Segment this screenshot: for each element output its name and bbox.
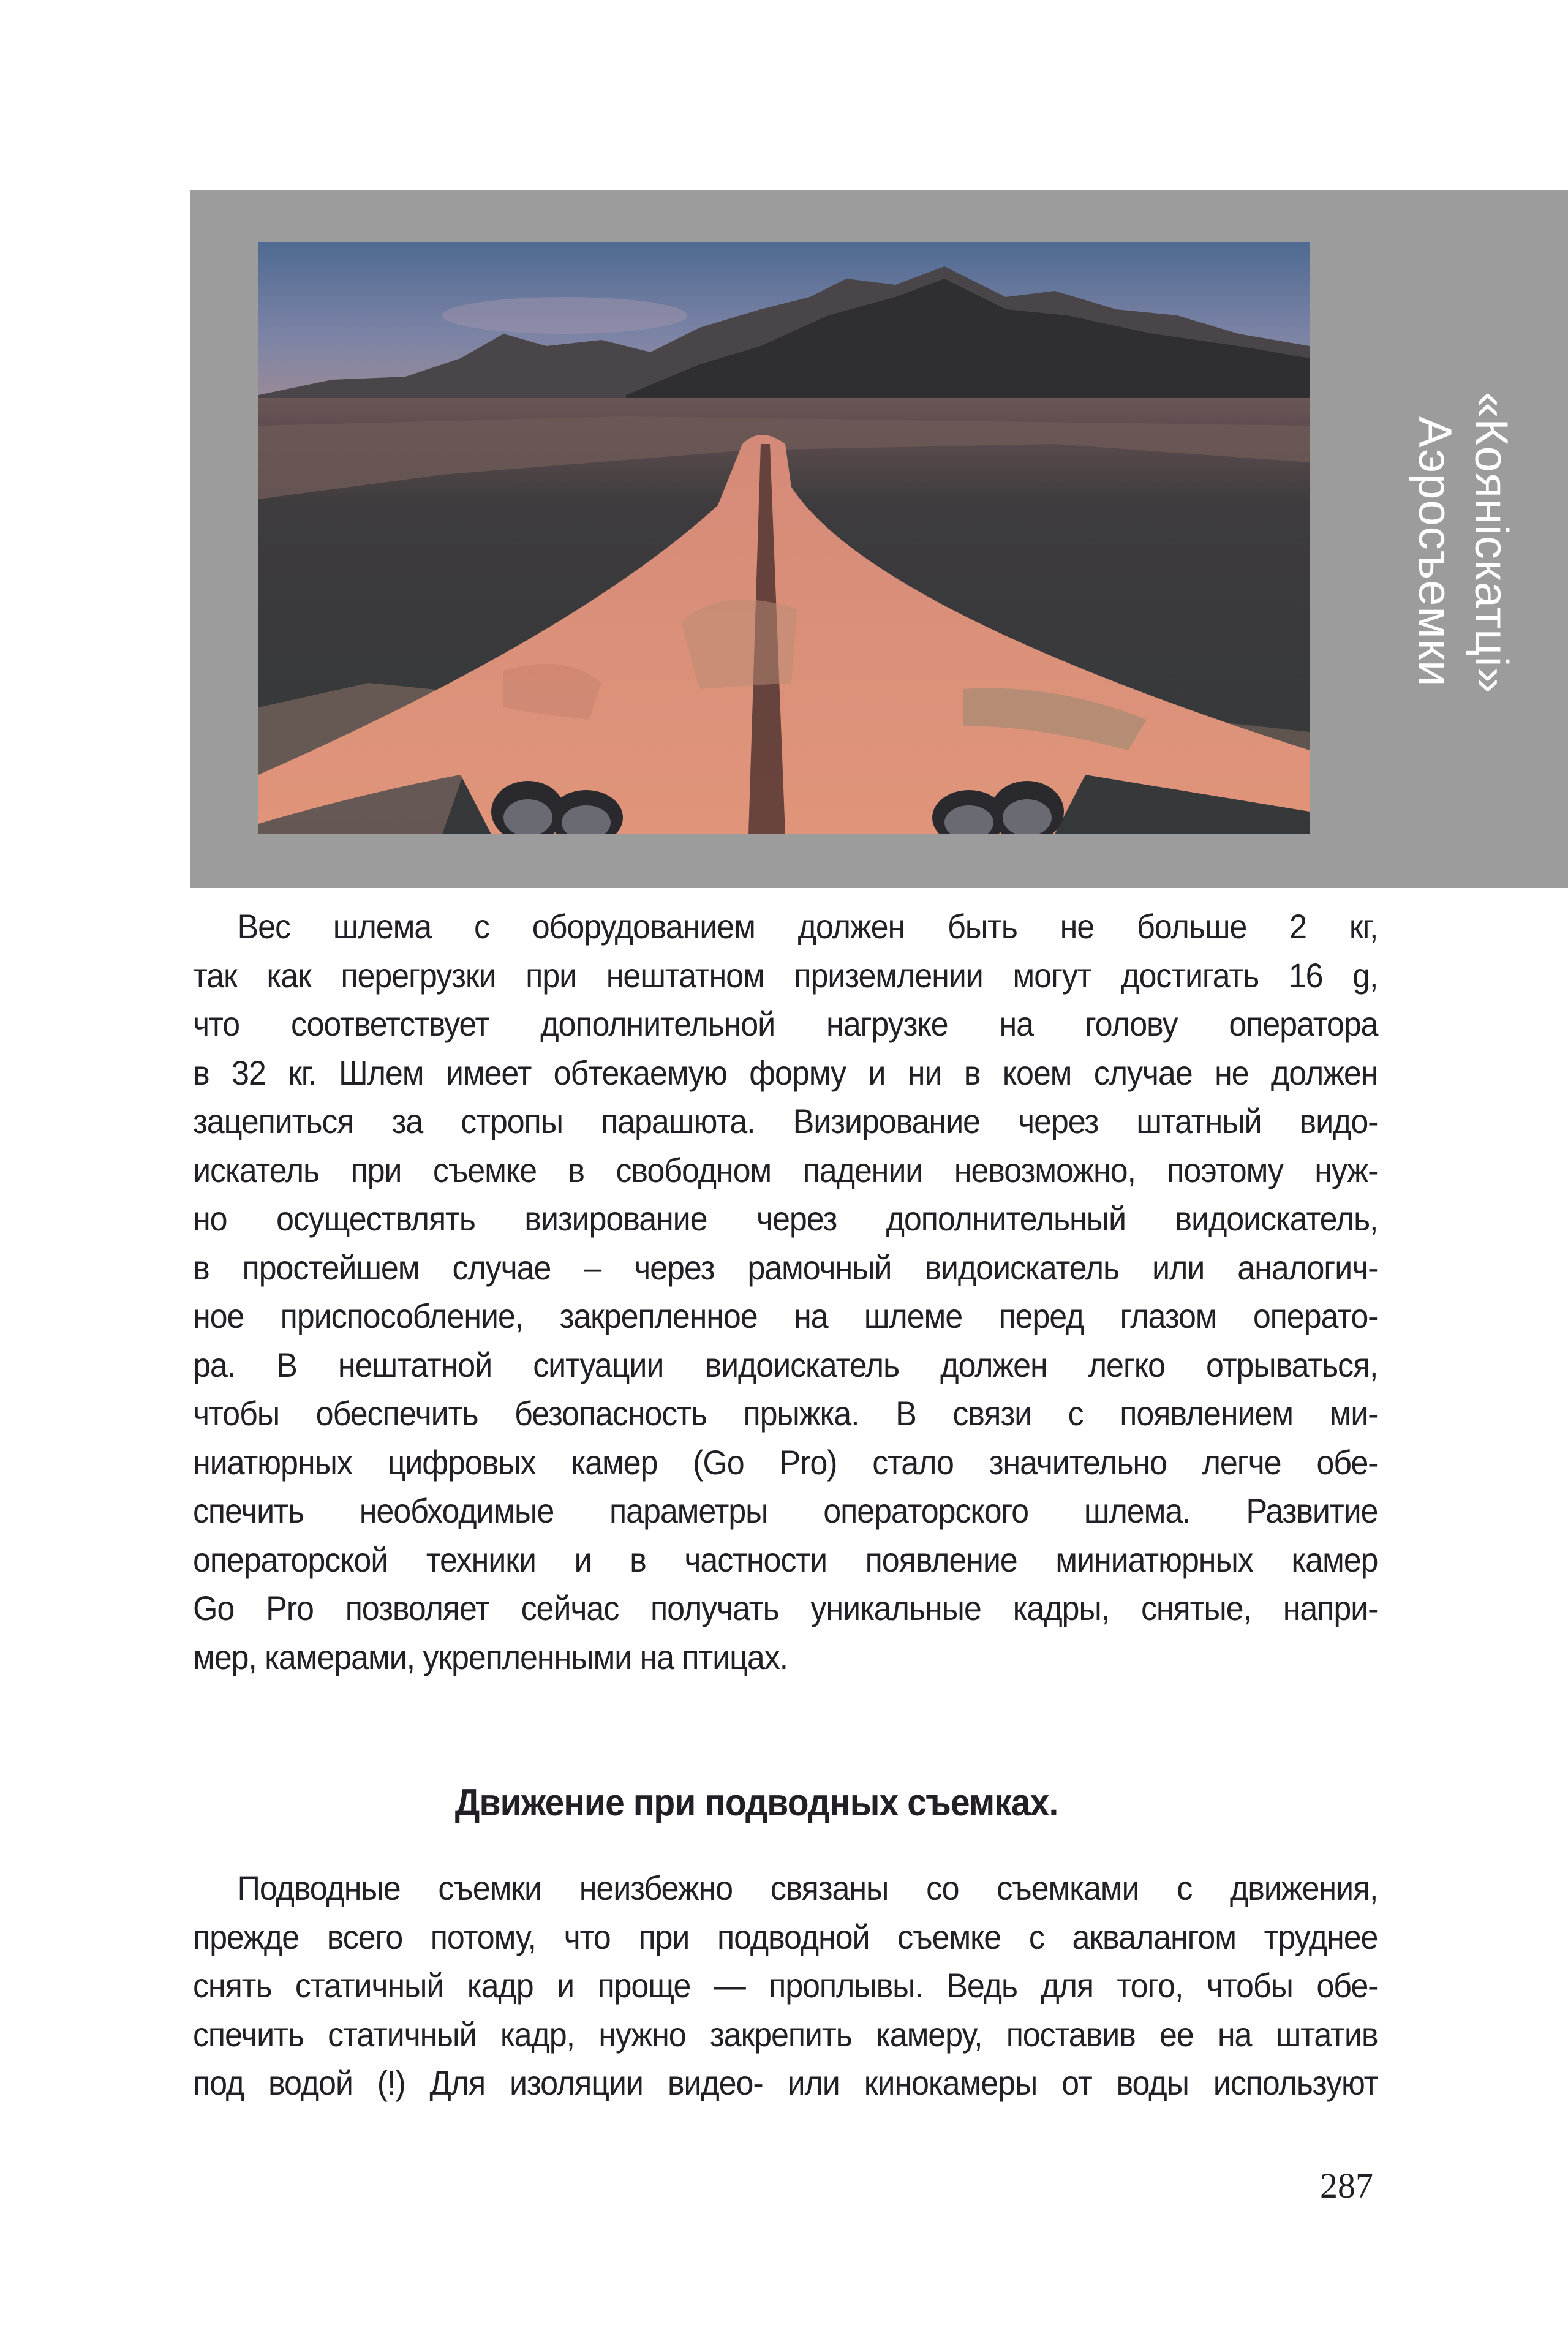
text-line: ра. В нештатной ситуации видоискатель должен легко отрываться, [193, 1345, 1378, 1384]
text-line: ное приспособление, закрепленное на шлеме перед глазом операто- [193, 1297, 1378, 1335]
text-line: искатель при съемке в свободном падении невозможно, поэтому нуж- [193, 1150, 1378, 1189]
text-line: зацепиться за стропы парашюта. Визирование через штатный видо- [193, 1102, 1378, 1140]
text-line: спечить необходимые параметры операторского шлема. Развитие [193, 1491, 1378, 1530]
text-line: под водой (!) Для изоляции видео- или кинокамеры от воды используют [193, 2063, 1378, 2102]
section-heading-text: Движение при подводных съемках. [454, 1782, 1058, 1824]
text-line: Подводные съемки неизбежно связаны со съемками с движения, [237, 1869, 1378, 1907]
section-heading [0, 1781, 1568, 1825]
text-line: в простейшем случае – через рамочный видоискатель или аналогич- [193, 1248, 1378, 1287]
aircraft-photo-illustration [258, 242, 1310, 834]
text-line: снять статичный кадр и проще — проплывы. Ведь для того, чтобы обе- [193, 1966, 1378, 2005]
text-line: операторской техники и в частности появление миниатюрных камер [193, 1540, 1378, 1579]
text-line: спечить статичный кадр, нужно закрепить камеру, поставив ее на штатив [193, 2014, 1378, 2054]
text-line: Вес шлема с оборудованием должен быть не больше 2 кг, [237, 907, 1378, 946]
text-line: чтобы обеспечить безопасность прыжка. В связи с появлением ми- [193, 1394, 1378, 1433]
chapter-side-title [1372, 392, 1519, 1004]
chapter-title-line2: Аэросъемки [1409, 416, 1461, 687]
page-number: 287 [1320, 2166, 1373, 2206]
text-line: мер, камерами, укрепленными на птицах. [193, 1637, 788, 1676]
text-line: но осуществлять визирование через дополнительный видоискатель, [193, 1199, 1378, 1238]
text-line: так как перегрузки при нештатном приземлении могут достигать 16 g, [193, 955, 1378, 995]
paragraph-helmet [193, 902, 1378, 1681]
text-line: прежде всего потому, что при подводной съемке с аквалангом труднее [193, 1917, 1378, 1956]
paragraph-underwater [193, 1864, 1378, 2108]
text-line: ниатюрных цифровых камер (Go Pro) стало значительно легче обе- [193, 1442, 1378, 1482]
aircraft-photo [258, 242, 1310, 834]
text-line: что соответствует дополнительной нагрузке на голову оператора [193, 1004, 1378, 1043]
text-line: в 32 кг. Шлем имеет обтекаемую форму и ни в коем случае не должен [193, 1053, 1378, 1092]
text-line: Go Pro позволяет сейчас получать уникальные кадры, снятые, напри- [193, 1589, 1378, 1627]
chapter-title-line1: «Кояніскатці» [1465, 392, 1517, 694]
